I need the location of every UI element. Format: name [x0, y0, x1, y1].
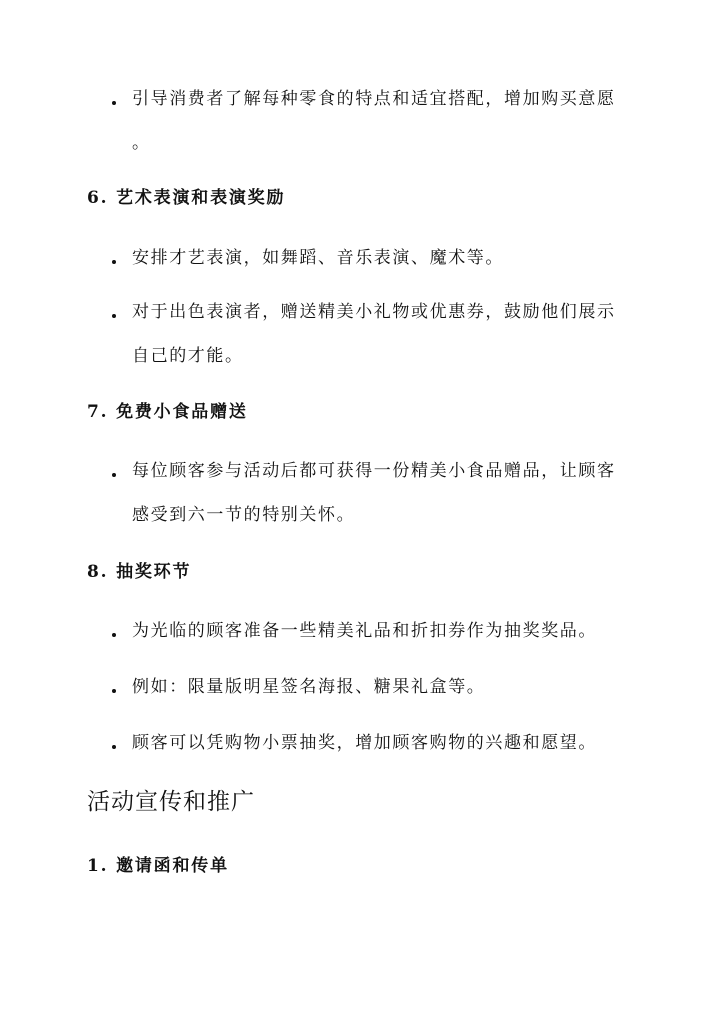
bullet: [112, 689, 116, 693]
bullet: [112, 473, 116, 477]
paragraph-text: 自己的才能。: [132, 346, 244, 366]
paragraph-text: 为光临的顾客准备一些精美礼品和折扣券作为抽奖奖品。: [132, 621, 597, 641]
subheading: 1. 邀请函和传单: [87, 856, 229, 876]
paragraph-text: 顾客可以凭购物小票抽奖，增加顾客购物的兴趣和愿望。: [132, 733, 597, 753]
subheading: 8. 抽奖环节: [87, 562, 192, 582]
section-heading: 活动宣传和推广: [87, 789, 255, 815]
paragraph-text: 对于出色表演者，赠送精美小礼物或优惠券，鼓励他们展示: [132, 302, 616, 322]
paragraph-text: 安排才艺表演，如舞蹈、音乐表演、魔术等。: [132, 248, 504, 268]
paragraph-text: 每位顾客参与活动后都可获得一份精美小食品赠品，让顾客: [132, 461, 616, 481]
subheading: 7. 免费小食品赠送: [87, 402, 248, 422]
subheading: 6. 艺术表演和表演奖励: [87, 188, 286, 208]
bullet: [112, 314, 116, 318]
paragraph-text: 例如：限量版明星签名海报、糖果礼盒等。: [132, 677, 486, 697]
bullet: [112, 745, 116, 749]
paragraph-text: 感受到六一节的特别关怀。: [132, 505, 356, 525]
paragraph-text: 。: [132, 133, 151, 153]
bullet: [112, 260, 116, 264]
bullet: [112, 101, 116, 105]
paragraph-text: 引导消费者了解每种零食的特点和适宜搭配，增加购买意愿: [132, 89, 616, 109]
bullet: [112, 633, 116, 637]
